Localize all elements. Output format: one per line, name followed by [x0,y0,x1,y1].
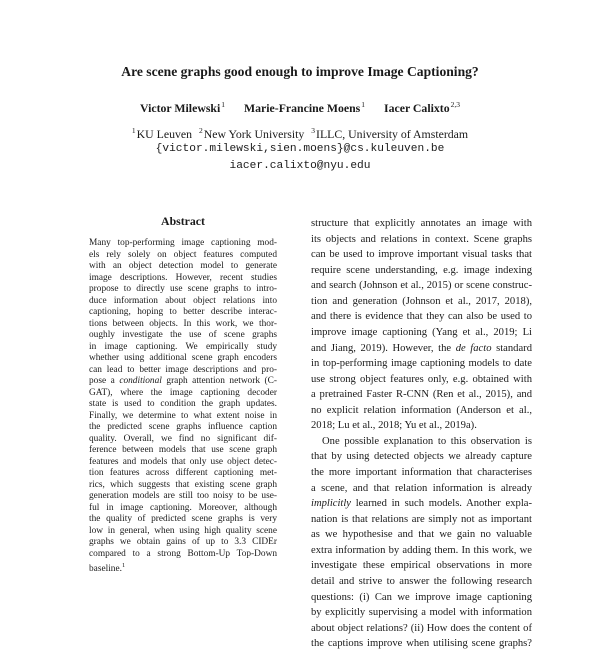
author-email[interactable]: iacer.calixto@nyu.edu [229,160,371,172]
abstract-line: ful in image captioning. Moreover, although [89,502,277,513]
author-name: Iacer Calixto [383,101,450,115]
abstract-last-line [89,560,277,575]
author [384,100,460,116]
body-line: One possible explanation to this observation is [322,435,532,447]
abstract-line: Finally, we determine to what extent noise in [89,410,277,421]
body-line: investigate these empirical observations in more [311,560,532,572]
affiliation-list [0,126,600,142]
affiliation [311,126,468,142]
abstract-line: els rely solely on object features computed [89,249,277,260]
abstract-line: rics, which suggests that existing scene graph [89,479,277,490]
affiliation [132,126,192,142]
abstract-text [89,238,277,575]
author [140,100,225,116]
body-line: a scene, and that relation information is already [311,482,532,494]
body-line: require scene understanding, e.g. image indexing [311,264,532,276]
body-line: in top-performing image captioning models to date [311,358,532,370]
body-line: implicitly learned in such models. Another expla- [311,498,532,510]
affiliation-name: KU Leuven [136,127,193,141]
body-line: and Jiang, 2019). However, the de facto standard [311,342,532,354]
abstract-line: GAT), where the image captioning decoder [89,387,277,398]
body-line: use strong object features only, e.g. obtained with [311,373,532,385]
body-line: and search (Johnson et al., 2015) or scene construc- [311,280,532,292]
abstract-line: duce information about object relations into [89,295,277,306]
abstract-line: generation models are still too noisy to be use- [89,491,277,502]
body-line: nation is that relations are simply not as important [311,513,532,525]
abstract-line: oughly investigate the use of scene graphs [89,330,277,341]
abstract-line: ference between models that use scene graph [89,445,277,456]
body-line: its objects and relations in context. Scene graphs [311,233,532,245]
abstract-line: tions between objects. In this work, we thor- [89,318,277,329]
abstract-line: pose a conditional graph attention network (C- [89,376,277,387]
body-line: no explicit relation information (Anderson et al., [311,404,532,416]
body-line: that by using detected objects we already capture [311,451,532,463]
affiliation-mark: 2 [198,126,203,135]
author-email[interactable]: {victor.milewski,sien.moens}@cs.kuleuven.be [155,143,445,155]
abstract-line: tion features across different captioning met- [89,468,277,479]
abstract-line: features and models that only use object detec- [89,456,277,467]
body-line: and there is evidence that they can also be used to [311,311,532,323]
body-line: about object relations? (ii) How does the content of [311,622,532,634]
affiliation-name: ILLC, University of Amsterdam [316,127,469,141]
body-line: the more important information that characterises [311,467,532,478]
author-name: Marie-Francine Moens [243,101,361,115]
abstract-line: propose to directly use scene graphs to intro- [89,284,277,295]
author-list [0,100,600,116]
affiliation-mark: 3 [311,126,316,135]
abstract-line: the quality of predicted scene graphs is very [89,514,277,525]
author-affiliation-mark: 1 [221,100,226,109]
body-line: by explicitly supervising a model with information [311,607,532,619]
abstract-line: image descriptions. However, recent studies [89,272,277,283]
abstract-line: with an object detection model to generate [89,261,277,272]
abstract-line: graphs we obtain gains of up to 3.3 CIDEr [89,537,277,548]
body-line: the captions improve when utilising scene graphs? [311,638,532,650]
affiliation-mark: 1 [131,126,136,135]
body-text [311,216,532,652]
paper-title: Are scene graphs good enough to improve Image Captioning? [121,64,479,79]
body-line: detail and strive to answer the following research [311,575,532,587]
body-line: as we hypothesise and that we gain no valuable [311,529,532,541]
body-line: extra information by adding them. In this work, we [311,544,532,556]
author-affiliation-mark: 2,3 [450,100,460,109]
abstract-heading: Abstract [161,214,205,228]
abstract-line: whether using additional scene graph encoders [89,353,277,364]
body-line: 2018; Lu et al., 2018; Yu et al., 2019a). [311,420,477,432]
abstract-line: state is used to condition the graph updates. [89,399,277,410]
affiliation [199,126,304,142]
abstract-line: captioning, hoping to better describe interac- [89,307,277,318]
affiliation-name: New York University [203,127,305,141]
abstract-line: the predicted scene graphs influence caption [89,422,277,433]
body-line: improve image captioning (Yang et al., 2019; Li [311,326,532,338]
abstract-line: can lead to better image descriptions and pro- [89,364,277,375]
author-name: Victor Milewski [140,101,221,115]
author [244,100,365,116]
body-line: a pretrained Faster R-CNN (Ren et al., 2015), and [311,389,532,401]
body-line: tion and generation (Johnson et al., 2017, 2018), [311,295,532,307]
abstract-line: baseline. [89,564,122,575]
abstract-line: Many top-performing image captioning mod- [89,238,277,248]
body-line: can be used to improve important visual tasks that [311,249,532,261]
abstract-line: in image captioning. We empirically study [89,341,277,352]
footnote-mark[interactable]: 1 [121,562,126,570]
abstract-line: quality. Overall, we find no significant dif- [89,433,277,444]
body-line: questions: (i) Can we improve image captioning [311,591,532,603]
abstract-line: compared to a strong Bottom-Up Top-Down [89,548,277,559]
abstract-line: low in general, when using high quality scene [89,525,277,536]
author-affiliation-mark: 1 [361,100,366,109]
body-line: structure that explicitly annotates an image with [311,218,532,229]
